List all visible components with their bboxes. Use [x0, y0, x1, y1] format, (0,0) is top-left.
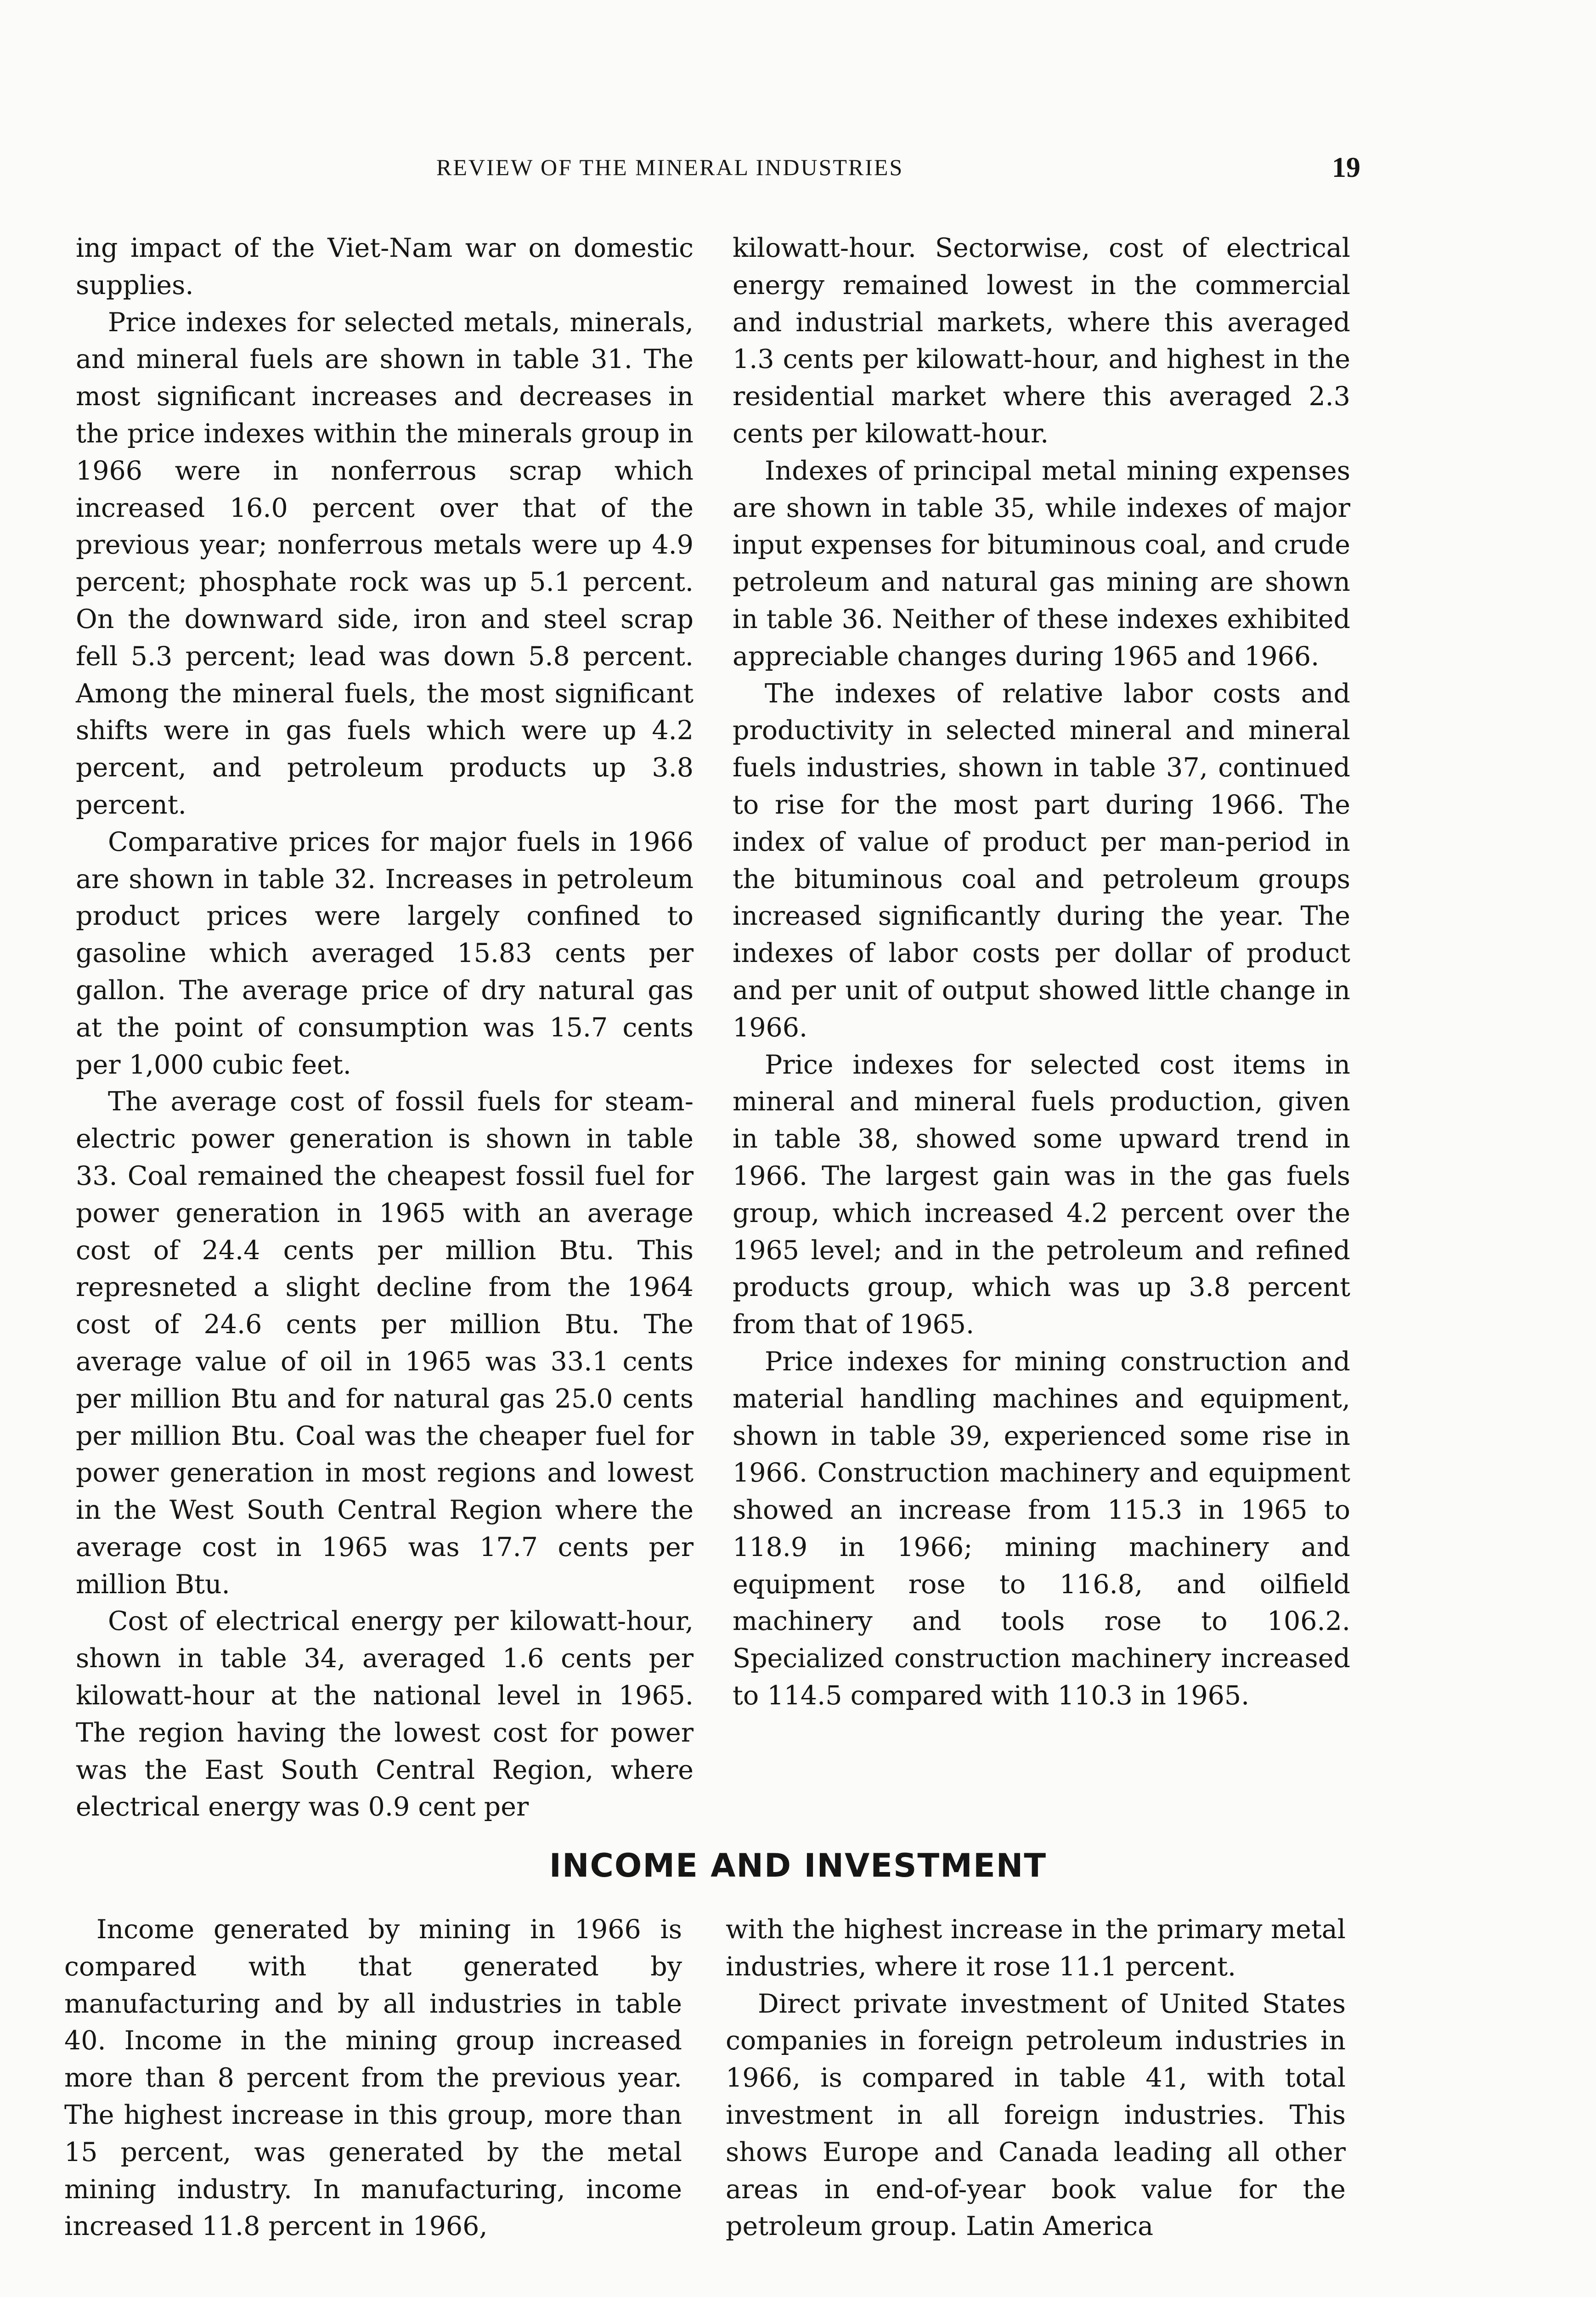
- paragraph: Comparative prices for major fuels in 1966 are shown in table 32. Increases in petroleum product prices were largely confined to gasoline which averaged 15.83 cents per gallon. The average price of dry natural gas at the point of consumption was 15.7 cents per 1,000 cubic feet.: [76, 826, 694, 1080]
- upper-right-column: [733, 230, 1350, 1714]
- paragraph: with the highest increase in the primary metal industries, where it rose 11.1 percent.: [726, 1914, 1346, 1982]
- paragraph: ing impact of the Viet-Nam war on domestic supplies.: [76, 233, 694, 300]
- section-heading: INCOME AND INVESTMENT: [549, 1847, 1047, 1884]
- paragraph: The average cost of fossil fuels for steam-electric power generation is shown in table 33. Coal remained the cheapest fossil fuel for power generation in 1965 with an average cost of 24.4 cents per million Btu. This represneted a slight decline from the 1964 cost of 24.6 cents per million Btu. The average value of oil in 1965 was 33.1 cents per million Btu and for natural gas 25.0 cents per million Btu. Coal was the cheaper fuel for power generation in most regions and lowest in the West South Central Region where the average cost in 1965 was 17.7 cents per million Btu.: [76, 1086, 694, 1600]
- paragraph: Price indexes for selected metals, minerals, and mineral fuels are shown in table 31. The most significant increases and decreases in the price indexes within the minerals group in 1966 were in nonferrous scrap which increased 16.0 percent over that of the previous year; nonferrous metals were up 4.9 percent; phosphate rock was up 5.1 percent. On the downward side, iron and steel scrap fell 5.3 percent; lead was down 5.8 percent. Among the mineral fuels, the most significant shifts were in gas fuels which were up 4.2 percent, and petroleum products up 3.8 percent.: [76, 307, 694, 820]
- running-title: REVIEW OF THE MINERAL INDUSTRIES: [436, 154, 904, 180]
- paragraph: Price indexes for mining construction and material handling machines and equipment, shown in table 39, experienced some rise in 1966. Construction machinery and equipment showed an increase from 115.3 in 1965 to 118.9 in 1966; mining machinery and equipment rose to 116.8, and oilfield machinery and tools rose to 106.2. Specialized construction machinery increased to 114.5 compared with 110.3 in 1965.: [733, 1346, 1350, 1711]
- lower-right-column: [726, 1911, 1346, 2245]
- upper-left-column: [76, 230, 694, 1826]
- paragraph: Cost of electrical energy per kilowatt-hour, shown in table 34, averaged 1.6 cents per kilowatt-hour at the national level in 1965. The region having the lowest cost for power was the East South Central Region, where electrical energy was 0.9 cent per: [76, 1606, 694, 1822]
- lower-left-column: [64, 1911, 682, 2245]
- paragraph: Income generated by mining in 1966 is compared with that generated by manufacturing and by all industries in table 40. Income in the mining group increased more than 8 percent from the previous year. The highest increase in this group, more than 15 percent, was generated by the metal mining industry. In manufacturing, income increased 11.8 percent in 1966,: [64, 1914, 682, 2242]
- paragraph: Indexes of principal metal mining expenses are shown in table 35, while indexes of major input expenses for bituminous coal, and crude petroleum and natural gas mining are shown in table 36. Neither of these indexes exhibited appreciable changes during 1965 and 1966.: [733, 455, 1350, 672]
- paragraph: Direct private investment of United States companies in foreign petroleum industries in 1966, is compared in table 41, with total investment in all foreign industries. This shows Europe and Canada leading all other areas in end-of-year book value for the petroleum group. Latin America: [726, 1988, 1346, 2242]
- paragraph: Price indexes for selected cost items in mineral and mineral fuels production, given in table 38, showed some upward trend in 1966. The largest gain was in the gas fuels group, which increased 4.2 percent over the 1965 level; and in the petroleum and refined products group, which was up 3.8 percent from that of 1965.: [733, 1049, 1350, 1340]
- page-number: 19: [1332, 152, 1360, 183]
- paragraph: The indexes of relative labor costs and productivity in selected mineral and mineral fuels industries, shown in table 37, continued to rise for the most part during 1966. The index of value of product per man-period in the bituminous coal and petroleum groups increased significantly during the year. The indexes of labor costs per dollar of product and per unit of output showed little change in 1966.: [733, 678, 1350, 1043]
- paragraph: kilowatt-hour. Sectorwise, cost of electrical energy remained lowest in the commercial and industrial markets, where this averaged 1.3 cents per kilowatt-hour, and highest in the residential market where this averaged 2.3 cents per kilowatt-hour.: [733, 233, 1350, 449]
